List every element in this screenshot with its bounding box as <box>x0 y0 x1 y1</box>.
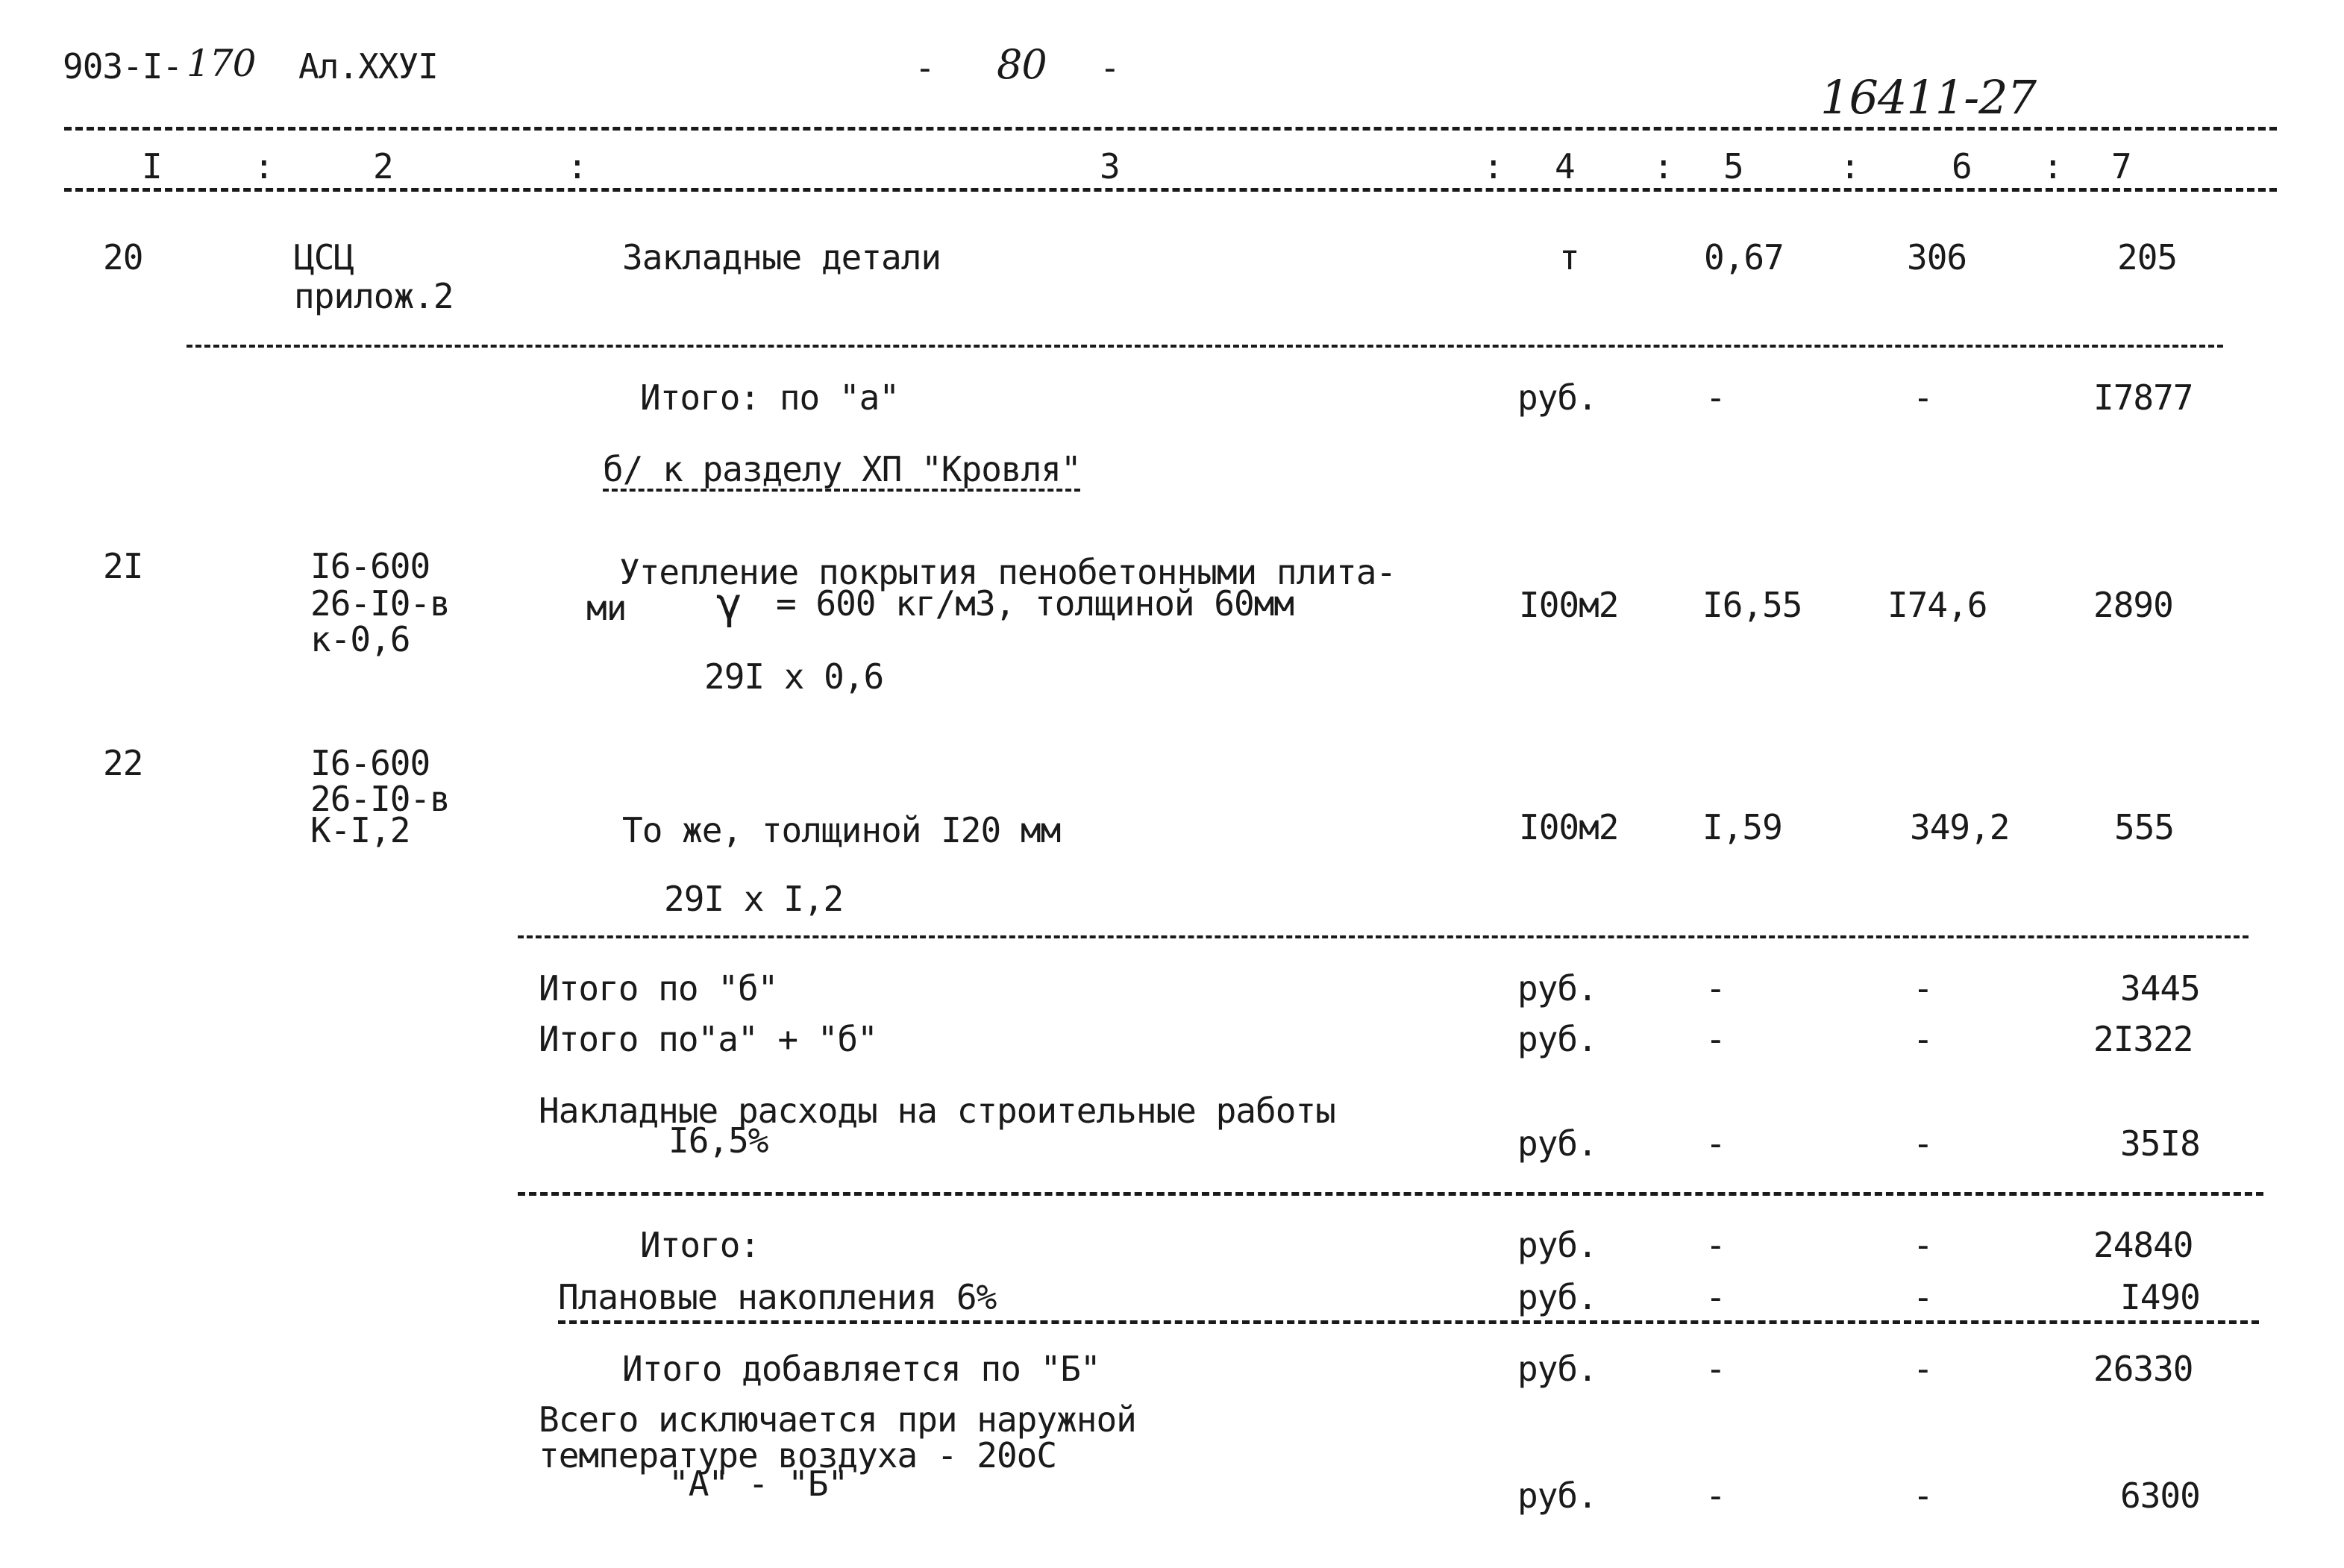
row-unit: I00м2 <box>1519 585 1619 625</box>
row-number: 22 <box>103 743 143 783</box>
row-quantity: - <box>1705 377 1726 418</box>
row-unit: руб. <box>1517 377 1597 418</box>
row-formula: 29I x I,2 <box>664 879 844 919</box>
row-price: - <box>1913 377 1933 418</box>
row-total: 2I322 <box>2093 1019 2193 1059</box>
col-6: 6 <box>1952 146 1972 186</box>
row-total: 24840 <box>2093 1225 2193 1265</box>
row-unit: руб. <box>1517 1349 1597 1389</box>
subtotal-label: Итого по "б" <box>539 968 778 1009</box>
row-code: ЦСЦ <box>294 237 354 277</box>
row-price: 349,2 <box>1910 807 2010 847</box>
row-code: к-0,6 <box>310 619 410 659</box>
row-description: = 600 кг/м3, толщиной 60мм <box>776 583 1294 624</box>
row-total: 555 <box>2114 807 2175 847</box>
row-price: - <box>1913 1476 1933 1516</box>
row-total: 2890 <box>2093 585 2173 625</box>
col-sep: : <box>2043 146 2063 186</box>
col-2: 2 <box>373 146 393 186</box>
page-dash-left: - <box>915 48 935 88</box>
row-total: 35I8 <box>2120 1123 2200 1164</box>
col-7: 7 <box>2111 146 2131 186</box>
row-code: 26-I0-в <box>310 779 450 819</box>
row-total: 205 <box>2117 237 2178 277</box>
row-quantity: I6,55 <box>1702 585 1802 625</box>
row-unit: руб. <box>1517 1123 1597 1164</box>
row-quantity: - <box>1705 1225 1726 1265</box>
row-unit: I00м2 <box>1519 807 1619 847</box>
row-quantity: - <box>1705 1019 1726 1059</box>
gamma-symbol: γ <box>716 578 742 629</box>
row-divider <box>558 1320 2259 1324</box>
row-number: 20 <box>103 237 143 277</box>
row-price: - <box>1913 1225 1933 1265</box>
section-heading: б/ к разделу XП "Кровля" <box>603 449 1081 489</box>
row-quantity: - <box>1705 1277 1726 1317</box>
row-divider <box>187 345 2223 348</box>
row-unit: руб. <box>1517 1225 1597 1265</box>
col-4: 4 <box>1555 146 1575 186</box>
row-description: Утепление покрытия пенобетонными плита- <box>619 552 1397 592</box>
page-dash-right: - <box>1100 48 1120 88</box>
row-quantity: - <box>1705 1349 1726 1389</box>
col-sep: : <box>1483 146 1503 186</box>
row-price: - <box>1913 1349 1933 1389</box>
header-rule-bottom <box>64 188 2277 192</box>
row-total: 3445 <box>2120 968 2200 1009</box>
doc-code-handwritten: 170 <box>187 42 256 85</box>
row-description: ми <box>586 588 627 628</box>
col-sep: : <box>567 146 587 186</box>
row-total: I7877 <box>2093 377 2193 418</box>
row-divider <box>518 935 2249 938</box>
doc-code: 903-I- <box>63 46 183 87</box>
row-description: Закладные детали <box>622 237 941 277</box>
row-total: 6300 <box>2120 1476 2200 1516</box>
row-quantity: - <box>1705 1123 1726 1164</box>
row-price: - <box>1913 968 1933 1009</box>
col-sep: : <box>1840 146 1860 186</box>
subtotal-label: Итого добавляется по "Б" <box>622 1349 1100 1389</box>
stamp-number: 16411-27 <box>1820 70 2037 125</box>
row-price: - <box>1913 1277 1933 1317</box>
sheet-number: Ал.XXУI <box>298 46 438 87</box>
row-price: - <box>1913 1123 1933 1164</box>
row-formula: 29I x 0,6 <box>704 656 884 697</box>
subtotal-label: Итого: по "а" <box>640 377 900 418</box>
overhead-label: Накладные расходы на строительные работы <box>539 1091 1335 1131</box>
row-code: К-I,2 <box>310 810 410 850</box>
row-price: I74,6 <box>1887 585 1987 625</box>
col-sep: : <box>1653 146 1673 186</box>
row-total: I490 <box>2120 1277 2200 1317</box>
row-quantity: - <box>1705 968 1726 1009</box>
header-rule-top <box>64 127 2277 131</box>
row-total: 26330 <box>2093 1349 2193 1389</box>
row-price: - <box>1913 1019 1933 1059</box>
page-number: 80 <box>997 41 1047 88</box>
subtotal-label: Итого: <box>640 1225 760 1265</box>
row-code: 26-I0-в <box>310 583 450 624</box>
row-quantity: I,59 <box>1702 807 1782 847</box>
row-code: прилож.2 <box>294 276 454 316</box>
row-divider <box>518 1192 2263 1196</box>
row-unit: руб. <box>1517 1476 1597 1516</box>
col-1: I <box>142 146 162 186</box>
row-unit: руб. <box>1517 1019 1597 1059</box>
row-code: I6-600 <box>310 743 430 783</box>
row-unit: т <box>1559 237 1579 277</box>
row-code: I6-600 <box>310 546 430 586</box>
total-label: "А" - "Б" <box>668 1464 848 1504</box>
row-price: 306 <box>1907 237 1967 277</box>
plan-label: Плановые накопления 6% <box>558 1277 997 1317</box>
row-number: 2I <box>103 546 143 586</box>
overhead-percent: I6,5% <box>668 1120 768 1161</box>
col-5: 5 <box>1723 146 1743 186</box>
row-unit: руб. <box>1517 968 1597 1009</box>
row-unit: руб. <box>1517 1277 1597 1317</box>
col-3: 3 <box>1100 146 1120 186</box>
row-description: То же, толщиной I20 мм <box>622 810 1061 850</box>
col-sep: : <box>254 146 274 186</box>
total-label: Всего исключается при наружной <box>539 1399 1136 1440</box>
row-quantity: 0,67 <box>1704 237 1784 277</box>
total-label: температуре воздуха - 20оС <box>539 1435 1057 1476</box>
subtotal-label: Итого по"а" + "б" <box>539 1019 877 1059</box>
row-quantity: - <box>1705 1476 1726 1516</box>
